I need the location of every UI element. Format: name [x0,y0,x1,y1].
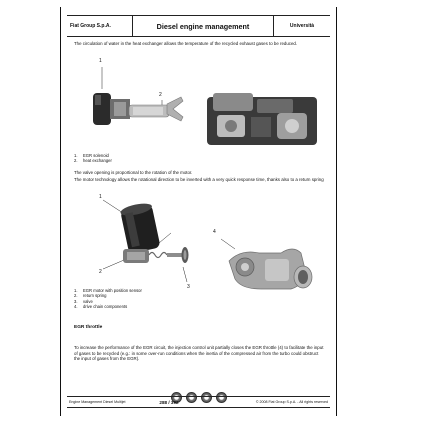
egr-throttle-paragraph: To increase the performance of the EGR circuit, the injection control unit partially closes the EGR throttle (4) to facilitate the input of gases to be recycled (e.g.: in some over-run conditions when the inertia of the compressed air from the turbo could obstruct the input of gases from the EGR). [74,345,324,362]
figure2-callout-2: 2 [99,269,102,275]
figure2-legend [74,288,142,310]
drive-chain-throttle-image [221,239,321,295]
footer-copyright: © 2008 Fiat Group S.p.A. - All rights reserved [255,400,328,404]
header-company: Fiat Group S.p.A. [67,16,133,36]
footer-document-title: Engine Management Diesel Multijet [69,400,126,404]
figure2-callout-3: 3 [187,284,190,290]
legend-item: 1. EGR motor with position sensor [74,288,142,293]
document-page [60,7,337,416]
page-footer [67,396,330,408]
figure1-legend [74,153,112,164]
engine-photo-image [207,91,317,147]
intro-paragraph: The circulation of water in the heat exchanger allows the temperature of the recycled exhaust gases to be reduced. [74,41,298,46]
page-number: 288 / 392 [159,399,179,405]
page-header [67,15,330,37]
header-title: Diesel engine management [133,16,274,36]
figure1-callout-2: 2 [159,92,162,98]
legend-item: 2. heat exchanger [74,158,112,164]
egr-throttle-heading: EGR throttle [74,325,103,330]
header-section: Università [289,23,315,29]
motor-paragraph: The motor technology allows the rotational direction to be inverted with a very quick response time, thanks also to a return spring [74,177,324,182]
legend-item: 2. return spring [74,293,107,299]
legend-item: 1. EGR solenoid [74,153,109,158]
egr-motor-valve-image [101,197,201,287]
figure2-callout-4: 4 [213,229,216,235]
legend-item: 4. drive chain components [74,304,128,310]
egr-solenoid-heat-exchanger-image [81,67,191,147]
figure2-callout-1: 1 [99,194,102,200]
figure1-callout-1: 1 [99,58,102,64]
legend-item: 3. valve [74,298,93,304]
valve-paragraph: The valve opening is proportional to the rotation of the motor. [74,170,193,175]
